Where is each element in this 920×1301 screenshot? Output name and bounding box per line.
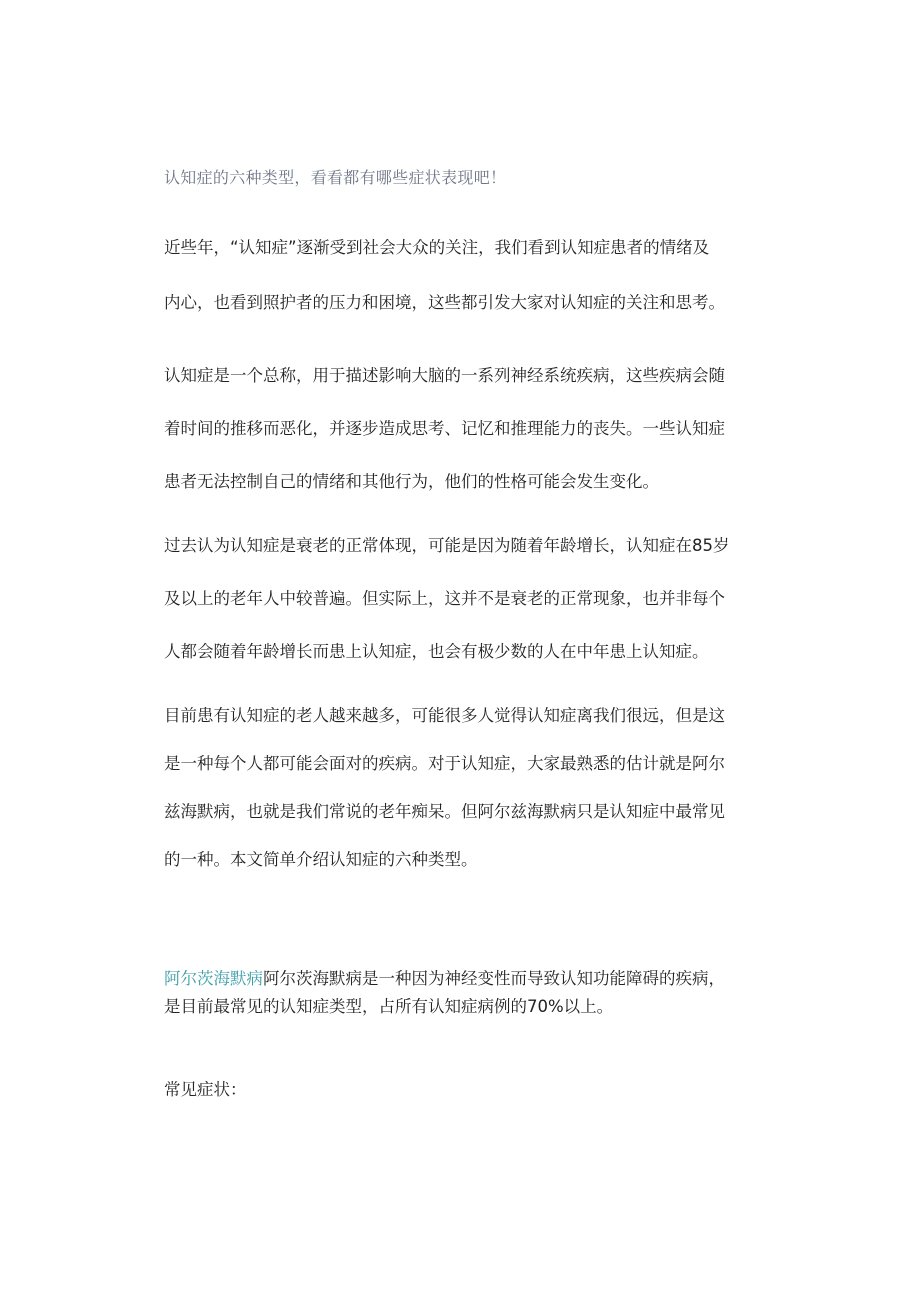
paragraph-definition: [164, 358, 764, 517]
paragraph-line: 人都会随着年龄增长而患上认知症，也会有极少数的人在中年患上认知症。: [164, 642, 709, 661]
paragraph-line: 患者无法控制自己的情绪和其他行为，他们的性格可能会发生变化。: [164, 472, 659, 491]
paragraph-line: 内心，也看到照护者的压力和困境，这些都引发大家对认知症的关注和思考。: [164, 293, 725, 312]
paragraph-line: 及以上的老年人中较普遍。但实际上，这并不是衰老的正常现象，也并非每个: [164, 589, 725, 608]
paragraph-line: 是目前最常见的认知症类型，占所有认知症病例的70%以上。: [164, 997, 614, 1016]
paragraph-line: 过去认为认知症是衰老的正常体现，可能是因为随着年龄增长，认知症在85岁: [164, 536, 730, 555]
alzheimers-link[interactable]: 阿尔茨海默病: [164, 969, 263, 988]
paragraph-line: 着时间的推移而恶化，并逐步造成思考、记忆和推理能力的丧失。一些认知症: [164, 419, 725, 438]
symptoms-label: 常见症状：: [164, 1080, 247, 1099]
paragraph-alzheimers: [164, 965, 764, 1021]
paragraph-line: 认知症是一个总称，用于描述影响大脑的一系列神经系统疾病，这些疾病会随: [164, 366, 725, 385]
paragraph-symptoms-heading: [164, 1072, 764, 1108]
paragraph-line: 的一种。本文简单介绍认知症的六种类型。: [164, 850, 478, 869]
paragraph-line: 近些年，“认知症”逐渐受到社会大众的关注，我们看到认知症患者的情绪及: [164, 238, 710, 257]
paragraph-aging: [164, 528, 764, 687]
article-title: 认知症的六种类型，看看都有哪些症状表现吧！: [164, 168, 507, 187]
paragraph-prevalence: [164, 698, 764, 890]
paragraph-line: 兹海默病，也就是我们常说的老年痴呆。但阿尔兹海默病只是认知症中最常见: [164, 802, 725, 821]
paragraph-line: 是一种每个人都可能会面对的疾病。对于认知症，大家最熟悉的估计就是阿尔: [164, 754, 725, 773]
paragraph-line: 目前患有认知症的老人越来越多，可能很多人觉得认知症离我们很远，但是这: [164, 706, 725, 725]
paragraph-line: [164, 965, 764, 993]
paragraph-intro: [164, 230, 764, 340]
paragraph-line-rest: 阿尔茨海默病是一种因为神经变性而导致认知功能障碍的疾病，: [263, 969, 725, 988]
